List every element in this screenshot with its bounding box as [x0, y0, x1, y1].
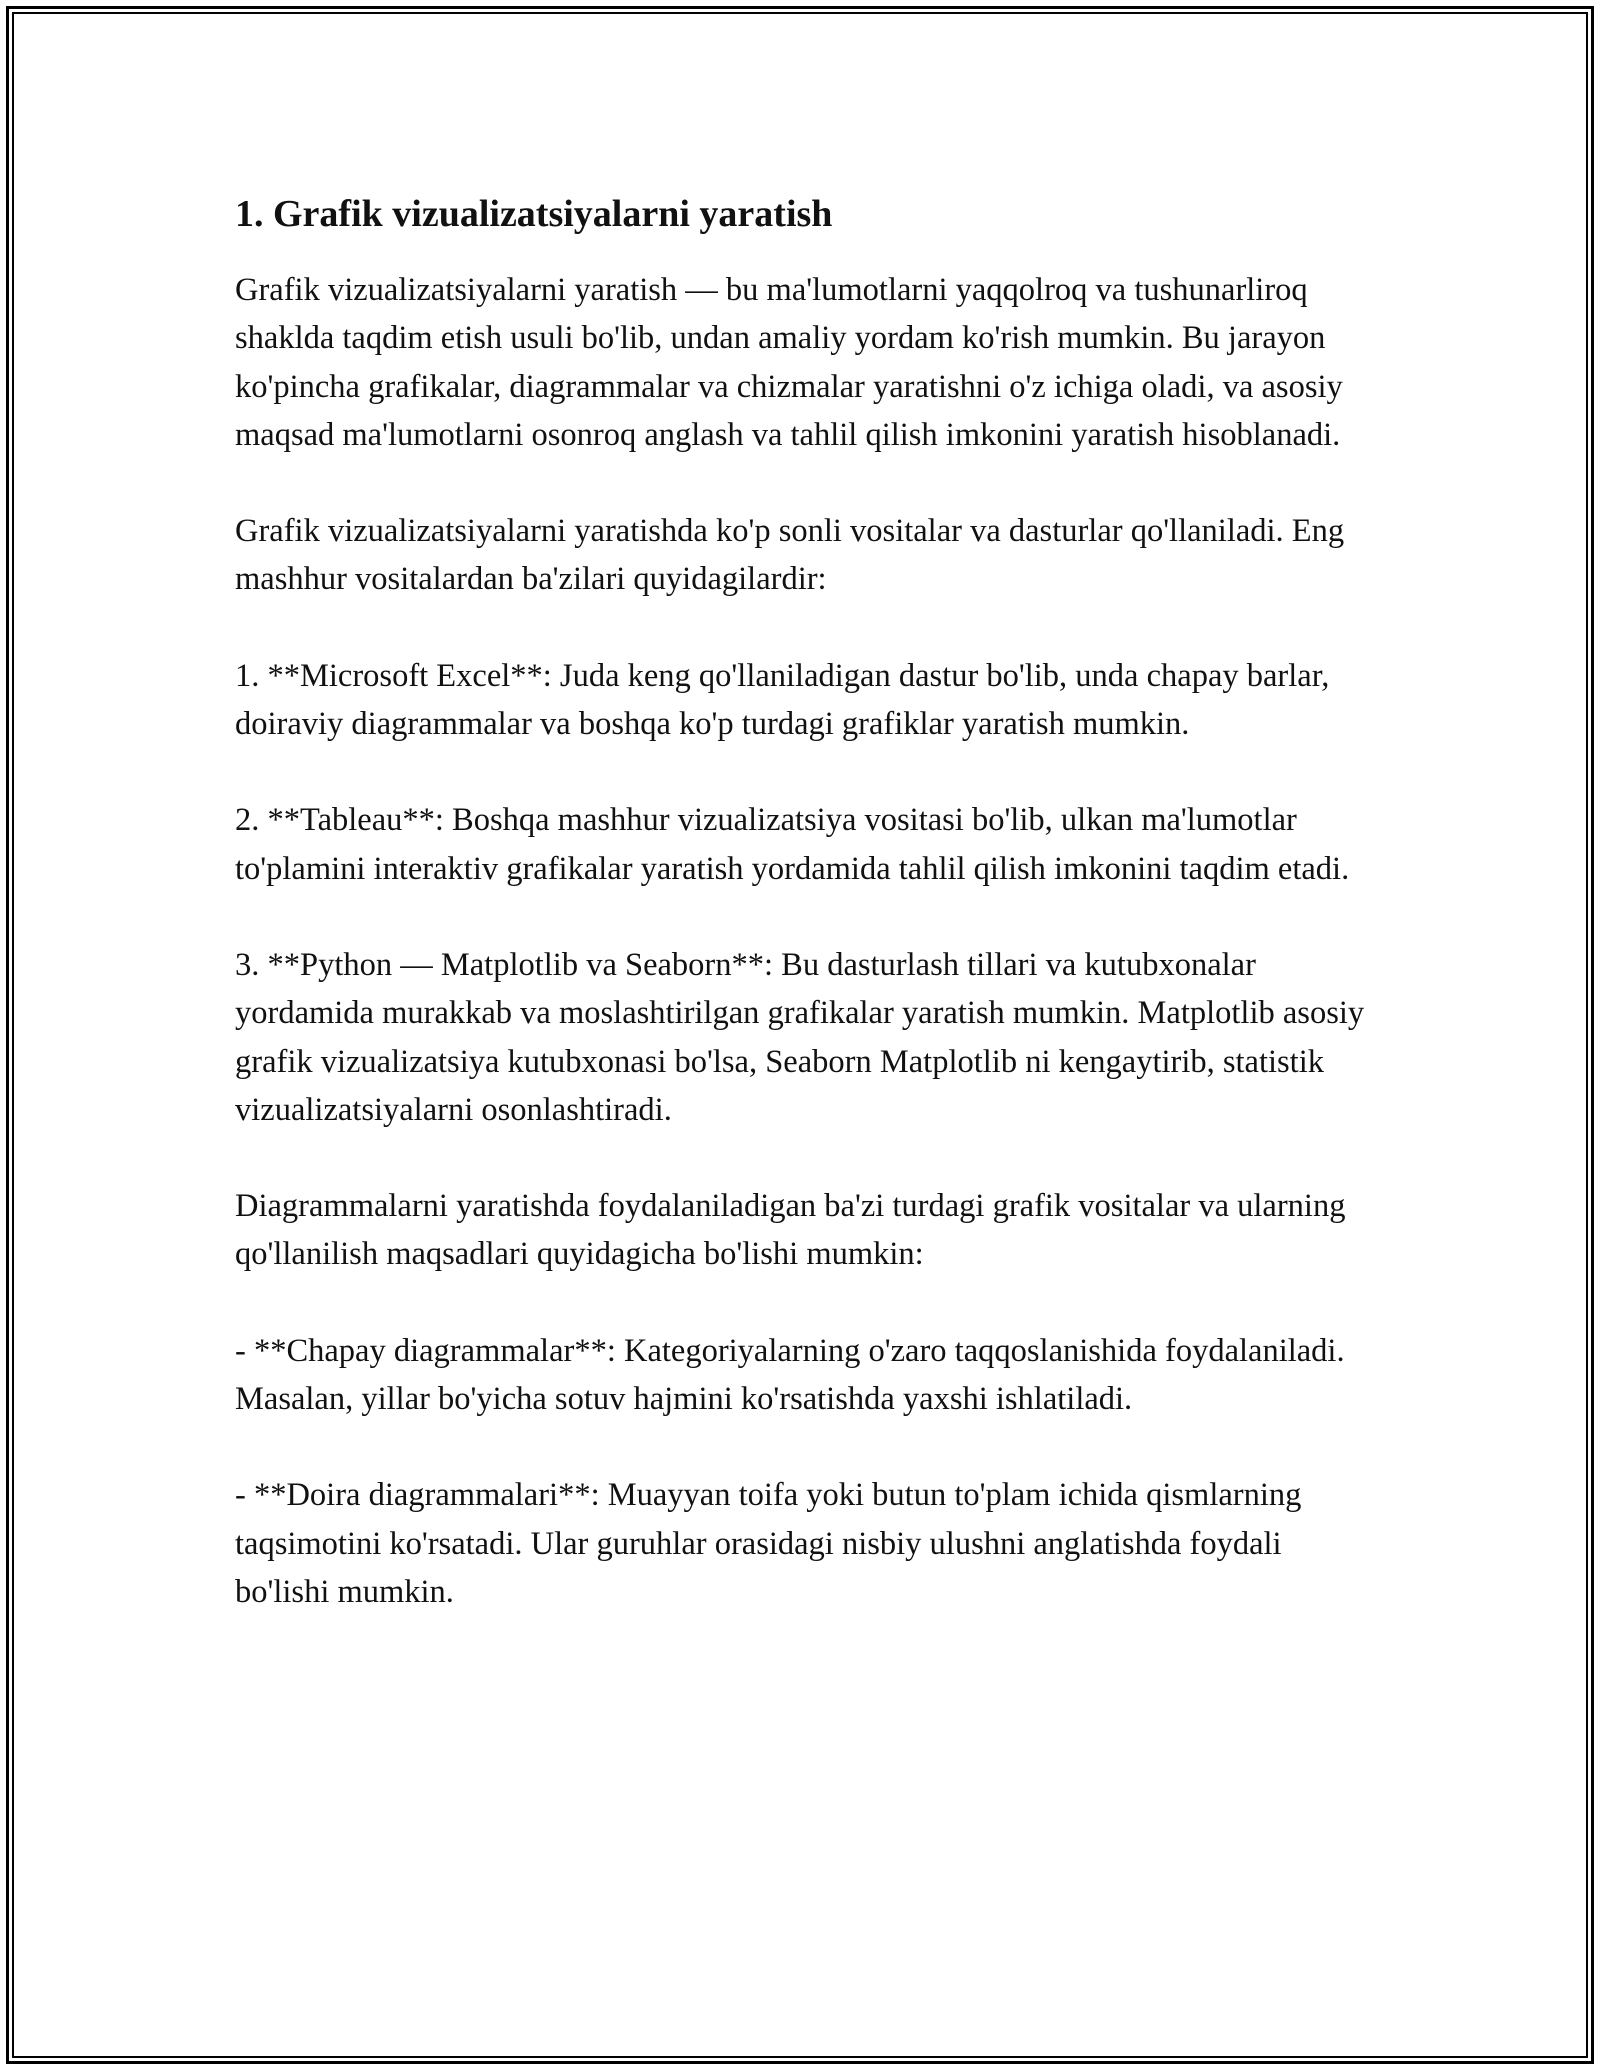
- list-item-tableau: 2. **Tableau**: Boshqa mashhur vizualizatsiya vositasi bo'lib, ulkan ma'lumotlar to'plamini interaktiv grafikalar yaratish yordamida tahlil qilish imkonini taqdim etadi.: [235, 802, 1350, 887]
- list-item-python: 3. **Python — Matplotlib va Seaborn**: Bu dasturlash tillari va kutubxonalar yordamida murakkab va moslashtirilgan grafikalar yaratish mumkin. Matplotlib asosiy grafik vizualizatsiya kutubxonasi bo'lsa, Seaborn Matplotlib ni kengaytirib, statistik vizualizatsiyalarni osonlashtiradi.: [235, 946, 1365, 1128]
- paragraph-diagram-types: Diagrammalarni yaratishda foydalaniladigan ba'zi turdagi grafik vositalar va ularning qo'llanilish maqsadlari quyidagicha bo'lishi mumkin:: [235, 1188, 1346, 1273]
- paragraph-intro: Grafik vizualizatsiyalarni yaratish — bu ma'lumotlarni yaqqolroq va tushunarliroq shaklda taqdim etish usuli bo'lib, undan amaliy yordam ko'rish mumkin. Bu jarayon ko'pincha grafikalar, diagrammalar va chizmalar yaratishni o'z ichiga oladi, va asosiy maqsad ma'lumotlarni osonroq anglash va tahlil qilish imkonini yaratish hisoblanadi.: [235, 272, 1343, 453]
- section-title: 1. Grafik vizualizatsiyalarni yaratish: [235, 193, 833, 235]
- list-item-excel: 1. **Microsoft Excel**: Juda keng qo'llaniladigan dastur bo'lib, unda chapay barlar, doiraviy diagrammalar va boshqa ko'p turdagi grafiklar yaratish mumkin.: [235, 657, 1330, 743]
- bullet-bar-charts: - **Chapay diagrammalar**: Kategoriyalarning o'zaro taqqoslanishida foydalaniladi. Masalan, yillar bo'yicha sotuv hajmini ko'rsatishda yaxshi ishlatiladi.: [235, 1332, 1345, 1418]
- bullet-pie-charts: - **Doira diagrammalari**: Muayyan toifa yoki butun to'plam ichida qismlarning taqsimotini ko'rsatadi. Ular guruhlar orasidagi nisbiy ulushni anglatishda foydali bo'lishi mumkin.: [235, 1477, 1302, 1610]
- paragraph-tools-intro: Grafik vizualizatsiyalarni yaratishda ko'p sonli vositalar va dasturlar qo'llaniladi. Eng mashhur vositalardan ba'zilari quyidagilardir:: [235, 513, 1345, 598]
- document-body: [235, 188, 1365, 1664]
